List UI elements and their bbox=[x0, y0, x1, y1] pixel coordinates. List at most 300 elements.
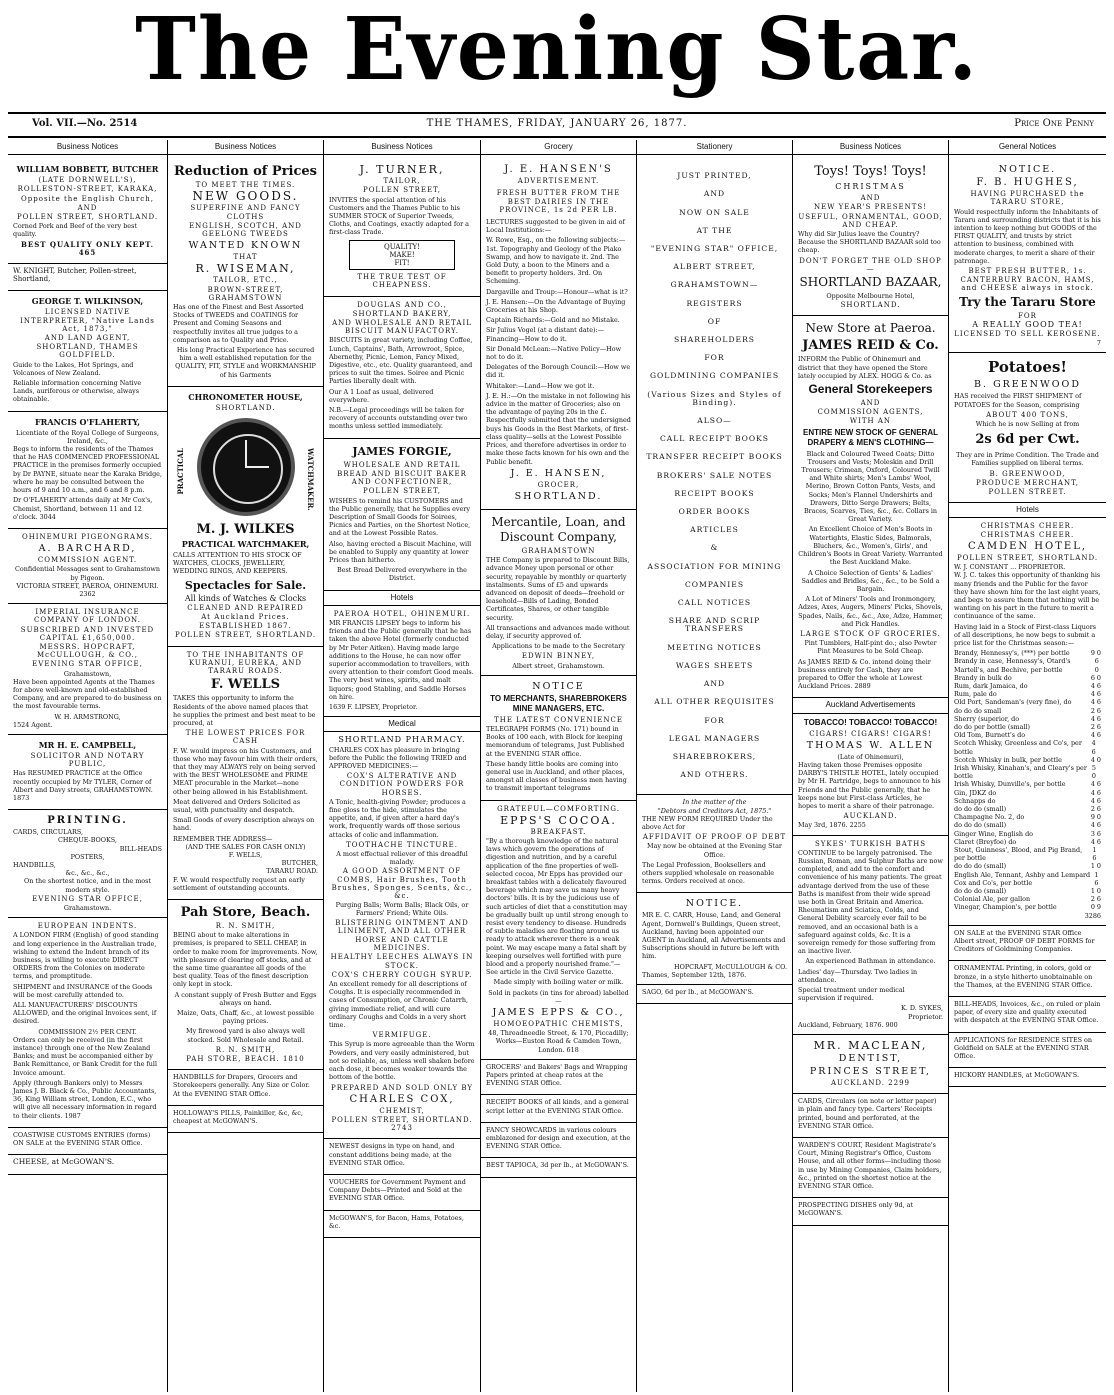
ad-imperial bbox=[8, 604, 167, 735]
section-heading: Hotels bbox=[949, 503, 1106, 518]
ad-text: EDWIN BINNEY, bbox=[521, 652, 596, 661]
masthead-title: The Evening Star. bbox=[135, 0, 979, 100]
ad-text: THE TRUE TEST OF CHEAPNESS. bbox=[357, 273, 447, 290]
ad-text: SHORTLAND. bbox=[215, 403, 276, 412]
stationery-item: CALL NOTICES bbox=[677, 598, 752, 608]
ad-text: Begs to inform the residents of the Thames that he HAS COMMENCED PROFESSIONAL PRACTICE in the premises formerly occupied by Dr PAYNE, situate near the Karaka Bridge, where he may be consulted between the hours of 9 and 10 a.m., and 6 and 8 p.m. bbox=[13, 445, 162, 495]
ad-text: COMMISSION 2½ PER CENT. bbox=[38, 1027, 137, 1036]
ad-text: AND LAND AGENT, bbox=[44, 334, 131, 343]
price-item: English Ale, Tennant, Ashby and Lempard Cox and Co's, per bottle bbox=[954, 870, 1091, 887]
ad-paeroa-hotel bbox=[324, 591, 480, 718]
ad-text: Our A 1 Loaf as usual, delivered everywhere. bbox=[329, 387, 434, 404]
price-item: Gin, JDKZ do bbox=[954, 788, 997, 797]
ad-text: MR FRANCIS LIPSEY begs to inform his friends and the Public generally that he has taken the above Hotel (formerly conducted by Mr Peter Aitken). Having made large additions to the House, he can now offer superior accommodation to travellers, with every attention to their comfort Good meals. The very best wines, spirits, and malt liquors; good Stabling, and Saddle Horses on hire. bbox=[329, 618, 474, 701]
ad-text: WARDEN'S COURT, Resident Magistrate's Court, Mining Registrar's Office, Custom House, and all other forms—including those in use by Mining Companies, Claim holders, &c., printed on the shortest notice at the EVENING STAR Office. bbox=[798, 1141, 942, 1191]
ad-text: TO MEET THE TIMES. bbox=[195, 181, 296, 190]
ad-text: BILL-HEADS bbox=[119, 844, 162, 853]
price-item: do do do small bbox=[954, 706, 1002, 715]
ad-heading: Toys! Toys! Toys! bbox=[814, 164, 927, 180]
ad-text: Thames, September 12th, 1876. bbox=[642, 970, 747, 979]
ad-heading: ENTIRE NEW STOCK OF GENERAL DRAPERY & MEN'S CLOTHING— bbox=[803, 427, 938, 447]
ad-text: Guide to the Lakes, Hot Springs, and Volcanoes of New Zealand. bbox=[13, 360, 134, 377]
price-value: 4 6 bbox=[1090, 837, 1101, 846]
ad-text: SUBSCRIBED AND INVESTED CAPITAL £1,650,000. bbox=[20, 625, 155, 642]
ad-text: N.B.—Legal proceedings will be taken for recovery of accounts outstanding over two months unless settled immediately. bbox=[329, 406, 468, 431]
rule-under-dateline bbox=[8, 136, 1106, 138]
price-value: 4 6 bbox=[1090, 731, 1101, 740]
ad-heading: R. WISEMAN, bbox=[195, 262, 296, 276]
ad-text: BISCUITS in great variety, including Coffee, Lunch, Captains', Bath, Arrowroot, Spice, Abernethy, Picnic, Lemon, Fancy Mixed, Digestive, etc., etc. Quality guaranteed, and prices to suit the times. Soiree and Picnic Parties liberally dealt with. bbox=[329, 336, 473, 386]
column-7 bbox=[949, 140, 1106, 1392]
ad-text: QUALITY! bbox=[384, 242, 420, 251]
price-row bbox=[954, 764, 1101, 780]
ad-text: TELEGRAPH FORMS (No. 171) bound in Books of 100 each, with Block for keeping memorandum of telegrams, Just Published at the EVENING STAR office. bbox=[486, 724, 625, 758]
ad-text: BILL-HEADS, Invoices, &c., on ruled or plain paper, of every size and quality executed with despatch at the EVENING STAR Office. bbox=[954, 1000, 1101, 1025]
ad-text: An Excellent Choice of Men's Boots in Watertights, Elastic Sides, Balmorals, Bluchers, &c., Women's, Girls', and Children's Boots in Great Variety. Warranted the Best Auckland Make. bbox=[798, 525, 943, 567]
ad-text: A Lot of Miners' Tools and Ironmongery, Adzes, Axes, Augers, Miners' Picks, Shovels, Spades, Nails, &c., &c., Axe, Adze, Hammer, and Pick Handles. bbox=[798, 595, 943, 628]
ad-text: All transactions and advances made without delay, if security approved of. bbox=[486, 623, 630, 640]
ad-text: F. WELLS, bbox=[228, 850, 263, 859]
ad-text: Sir Donald McLean:—Native Policy—How not to do it. bbox=[486, 344, 622, 362]
ad-text: (Late of Ohinemuri), bbox=[837, 752, 904, 761]
ad-wilkinson bbox=[8, 291, 167, 411]
ad-billheads bbox=[949, 997, 1106, 1033]
section-heading: Business Notices bbox=[324, 140, 480, 155]
ad-text: 1524 Agent. bbox=[13, 720, 53, 729]
ad-text: HICKORY HANDLES, at McGOWAN'S. bbox=[954, 1071, 1079, 1080]
stationery-item: REGISTERS bbox=[686, 298, 743, 308]
price-item: Rum, pale do bbox=[954, 690, 997, 699]
ad-douglas bbox=[324, 297, 480, 439]
ad-text: HANDBILLS for Drapers, Grocers and Storekeepers generally. Any Size or Color. At the EVENING STAR Office. bbox=[173, 1073, 310, 1098]
price-value: 4 6 bbox=[1091, 739, 1096, 756]
price-row bbox=[954, 707, 1101, 715]
ad-text: Opposite the English Church, bbox=[21, 194, 154, 203]
ad-heading: JAMES EPPS & CO., bbox=[492, 1007, 625, 1019]
stationery-item: ARTICLES bbox=[690, 525, 739, 535]
section-heading: Auckland Advertisements bbox=[793, 698, 948, 713]
ad-text: Dr O'FLAHERTY attends daily at Mr Cox's, Chemist, Shortland, between 11 and 12 o'clock. 3044 bbox=[13, 496, 153, 521]
ad-text: APPLICATIONS for RESIDENCE SITES on Goldfield on SALE at the EVENING STAR Office. bbox=[954, 1035, 1093, 1061]
ad-text: J. E. H.:—On the mistake in not following his advice in the matter of Groceries; also on the advantage of paying 20s in the £. Respectfully submitted that the undersigned buys his Goods in the Best Markets, of first-class quality—sells at the Lowest Possible Prices, and therefore advertises in order to make these facts known for his own and the Public benefit. bbox=[486, 391, 631, 466]
price-row bbox=[954, 715, 1101, 723]
ad-knight bbox=[8, 264, 167, 291]
ad-text: (LATE DORNWELL'S), bbox=[38, 176, 137, 185]
ad-heading: EUROPEAN INDENTS. bbox=[37, 922, 138, 931]
ad-heading: J. E. HANSEN'S bbox=[504, 164, 613, 176]
ad-stationery bbox=[637, 159, 792, 795]
price-row bbox=[954, 862, 1101, 870]
ad-text: BEST QUALITY ONLY KEPT. 465 bbox=[20, 239, 155, 257]
stationery-item: COMPANIES bbox=[684, 579, 745, 589]
ad-text: These handy little books are coming into general use in Auckland, and other places, amongst all classes of business men having to transmit important telegrams bbox=[486, 759, 627, 793]
ad-heading: GEORGE T. WILKINSON, bbox=[31, 296, 144, 307]
ad-text: W. H. ARMSTRONG, bbox=[54, 712, 121, 721]
section-heading: General Notices bbox=[949, 140, 1106, 155]
ad-heading: AFFIDAVIT OF PROOF OF DEBT bbox=[642, 833, 787, 842]
ad-text: Auckland, February, 1876. 900 bbox=[798, 1020, 898, 1029]
ad-text: J. E. Hansen:—On the Advantage of Buying Groceries at his Shop. bbox=[486, 297, 626, 315]
ad-text: THE LATEST CONVENIENCE bbox=[494, 715, 623, 724]
ad-cheese bbox=[8, 1155, 167, 1174]
ad-text: As JAMES REID & Co. intend doing their business entirely for Cash, they are prepared to Offer the whole at Lowest Auckland Prices. 2889 bbox=[798, 657, 931, 691]
price-value: 4 6 bbox=[1090, 788, 1101, 797]
price-item: do do do (small) bbox=[954, 821, 1007, 830]
ad-text: WITH AN bbox=[849, 417, 892, 426]
stationery-item: OF bbox=[707, 316, 722, 326]
price-row bbox=[954, 789, 1101, 797]
ad-text: Having laid in a Stock of First-class Liquors of all descriptions, he now begs to submit a price list for the Christmas season:— bbox=[954, 622, 1097, 647]
ad-text: REMEMBER THE ADDRESS— bbox=[173, 834, 273, 843]
ad-wilkes bbox=[168, 387, 323, 647]
ad-text: HAS received the FIRST SHIPMENT of POTATOES for the Season, comprising bbox=[954, 392, 1082, 409]
stationery-item: FOR bbox=[704, 715, 725, 725]
price-item: Old Tom, Burnett's do bbox=[954, 731, 1026, 740]
price-value: 0 9 bbox=[1090, 903, 1101, 912]
ad-proof-forms bbox=[949, 926, 1106, 962]
ad-text: May 3rd, 1876. 2255 bbox=[798, 821, 866, 830]
ad-text: SHIPMENT and INSURANCE of the Goods will be most carefully attended to. bbox=[13, 982, 153, 999]
ad-heading: A. BARCHARD, bbox=[38, 543, 137, 555]
price-row bbox=[954, 830, 1101, 838]
ad-maclean bbox=[793, 1035, 948, 1094]
ad-heading: M. J. WILKES bbox=[196, 522, 295, 538]
ad-text: Corned Pork and Beef of the very best quality. bbox=[13, 222, 137, 239]
ad-sykes-baths bbox=[793, 836, 948, 1035]
ad-text: TOOTHACHE TINCTURE. bbox=[346, 840, 458, 849]
ad-text: Has RESUMED PRACTICE at the Office recently occupied by Mr TYLER, Corner of Albert and Davy streets, GRAHAMSTOWN. 1873 bbox=[13, 769, 153, 802]
ad-text: CHARLES COX has pleasure in bringing before the Public the following TRIED and APPROVED MEDICINES:— bbox=[329, 745, 467, 770]
price-row bbox=[954, 674, 1101, 682]
ad-debtors bbox=[637, 795, 792, 893]
ad-text: Proprietor. bbox=[908, 1012, 943, 1021]
ad-text: TARARU ROAD. bbox=[266, 867, 318, 876]
ad-text: POLLEN STREET, SHORTLAND. bbox=[16, 213, 159, 222]
ad-text: ESTABLISHED 1867. bbox=[199, 622, 292, 631]
ad-text: VERMIFUGE. bbox=[372, 1031, 432, 1040]
stationery-item: ALL OTHER REQUISITES bbox=[654, 697, 775, 707]
ad-text: OHINEMURI PIGEONGRAMS. bbox=[21, 532, 154, 541]
ad-text: Applications to be made to the Secretary bbox=[492, 642, 625, 651]
ad-text: VOUCHERS for Government Payment and Company Debts—Printed and Sold at the EVENING STAR Office. bbox=[329, 1177, 466, 1203]
clock-illustration bbox=[173, 418, 318, 516]
ad-text: A constant supply of Fresh Butter and Eggs always on hand. bbox=[174, 990, 317, 1007]
ad-tapioca bbox=[481, 1158, 636, 1177]
price-value: 1 6 bbox=[1094, 870, 1099, 887]
price-item: Sherry (superior, do bbox=[954, 714, 1020, 723]
ad-text: HOLLOWAY'S PILLS, Painkiller, &c, &c, cheapest at McGOWAN'S. bbox=[173, 1108, 303, 1126]
ad-text: MR E. C. CARR, House, Land, and General Agent, Dornwell's Buildings, Queen street, Auckland, having been appointed our AGENT in Auckland, all Advertisements and Subscriptions should in future be left with him. bbox=[642, 911, 786, 961]
ad-text: This Syrup is more agreeable than the Worm Powders, and very easily administered, but not so reliable, as, unless well shaken before each dose, it becomes weaker towards the bottom of the bottle. bbox=[329, 1040, 475, 1082]
ad-text: NEWEST designs in type on hand, and constant additions being made, at the EVENING STAR Office. bbox=[329, 1142, 455, 1167]
stationery-item: AND OTHERS. bbox=[680, 770, 749, 780]
stationery-item: SHAREHOLDERS bbox=[673, 335, 755, 345]
ad-grocers bbox=[481, 1060, 636, 1096]
price-item: Brandy in bulk do bbox=[954, 673, 1012, 682]
ad-text: ADVERTISEMENT. bbox=[517, 177, 600, 186]
dateline bbox=[8, 116, 1106, 132]
ad-sago bbox=[637, 985, 792, 1004]
price-value: 4 0 bbox=[1090, 755, 1101, 764]
price-value: 9 0 bbox=[1090, 649, 1101, 658]
ad-carr bbox=[637, 893, 792, 985]
ad-heading: WILLIAM BOBBETT, BUTCHER bbox=[16, 164, 159, 175]
ad-text: HAVING PURCHASED the TARARU STORE, bbox=[970, 190, 1085, 207]
volume-number: Vol. VII.—No. 2514 bbox=[32, 118, 138, 129]
price-value: 2 6 bbox=[1090, 706, 1101, 715]
stationery-item: SHARE AND SCRIP TRANSFERS bbox=[668, 616, 761, 634]
section-heading: Business Notices bbox=[168, 140, 323, 155]
stationery-item: GRAHAMSTOWN— bbox=[670, 280, 759, 290]
ad-text: All kinds of Watches & Clocks bbox=[184, 593, 307, 603]
price-value: 2 6 bbox=[1090, 804, 1101, 813]
ad-heading: Spectacles for Sale. bbox=[184, 578, 307, 592]
ad-campbell bbox=[8, 735, 167, 810]
ad-printing bbox=[8, 810, 167, 918]
stationery-item: LEGAL MANAGERS bbox=[668, 733, 761, 743]
ad-holloway bbox=[168, 1106, 323, 1133]
ad-text: An excellent remedy for all descriptions of Coughs. It is especially recommended in cases of Consumption, or Chronic Catarrh, giving immediate relief, and will cure ordinary Coughs and Colds in a very short time. bbox=[329, 980, 468, 1030]
ad-text: CARDS, CIRCULARS, bbox=[13, 828, 84, 837]
ad-text: On the shortest notice, and in the most modern style. bbox=[24, 877, 151, 894]
ad-mercantile bbox=[481, 510, 636, 676]
ad-text: CALLS ATTENTION TO HIS STOCK OF WATCHES, CLOCKS, JEWELLERY, WEDDING RINGS, AND KEEPERS. bbox=[173, 551, 302, 576]
stationery-item: & bbox=[710, 543, 719, 553]
ad-text: PRINCES STREET, bbox=[809, 1066, 932, 1078]
ad-text: They are in Prime Condition. The Trade and Families supplied on liberal terms. bbox=[956, 451, 1099, 468]
ad-heading: NOTICE bbox=[532, 680, 585, 692]
ad-text: CONTINUE to be largely patronised. The Russian, Roman, and Sulphur Baths are now completed, and add to the comfort and convenience of his many patients. The great advantage derived from the use of these Baths is manifest from their wide spread use both in Great Britain and America. Rheumatism and Sciatica, Colds, and General Debility scarcely ever fail to be removed, and an occasional bath is a safeguard against colds, &c. It is a sovereign remedy for those suffering from an inactive liver. bbox=[798, 848, 943, 956]
price-value: 1 6 bbox=[1092, 846, 1097, 863]
stationery-item: AND bbox=[703, 679, 726, 689]
price-value: 3286 bbox=[1084, 911, 1101, 920]
ad-text: FRESH BUTTER FROM THE BEST DAIRIES IN THE PROVINCE, 1s 2d PER LB. bbox=[496, 189, 621, 214]
ad-text: SUPERFINE AND FANCY CLOTHS bbox=[190, 204, 301, 221]
ad-text: AND bbox=[77, 203, 98, 212]
ad-text: Pint Tumblers, Half-pint do.; also Pewter Pint Measures to be Sold Cheap. bbox=[804, 639, 937, 656]
price-item: Ginger Wine, English do bbox=[954, 829, 1034, 838]
ad-text: B. GREENWOOD, bbox=[989, 469, 1066, 478]
price-item: Claret (Breyfoe) do bbox=[954, 837, 1017, 846]
ad-residence bbox=[949, 1033, 1106, 1069]
ad-cards bbox=[793, 1094, 948, 1138]
ad-text: "By a thorough knowledge of the natural laws which govern the operations of digestion and nutrition, and by a careful application of the fine properties of well-selected cocoa, Mr Epps has provided our breakfast tables with a delicately flavoured beverage which may save us many heavy doctors' bills. It is by the judicious use of such articles of diet that a constitution may be gradually built up until strong enough to resist every tendency to disease. Hundreds of subtle maladies are floating around us ready to attack wherever there is a weak point. We may escape many a fatal shaft by keeping ourselves well fortified with pure blood and a properly nourished frame."—See article in the Civil Service Gazette. bbox=[486, 836, 629, 977]
stationery-item: ASSOCIATION FOR MINING bbox=[647, 561, 782, 571]
price-value: 4 6 bbox=[1090, 714, 1101, 723]
ad-text: THAT bbox=[233, 253, 258, 262]
ad-camden-hotel bbox=[949, 503, 1106, 926]
ad-hickory bbox=[949, 1068, 1106, 1087]
ad-text: WISHES to remind his CUSTOMERS and the Public generally, that he Supplies every Description of Small Goods for Soirees, Picnics and Parties, on the Shortest Notice, and at the Lowest Possible Rates. bbox=[329, 496, 471, 538]
ad-pharmacy bbox=[324, 717, 480, 1139]
price-item: Brandy, Hennessy's, (***) per bottle bbox=[954, 649, 1070, 658]
price-item: Stout, Guinness', Blood, and Pig Brand, per bottle bbox=[954, 846, 1083, 863]
ad-text: A Choice Selection of Gents' & Ladies' Saddles and Bridles, &c., &c., to be Sold a Bargain. bbox=[801, 568, 940, 593]
ad-text: ALL MANUFACTURERS' DISCOUNTS ALLOWED, and the original Invoices sent, if desired. bbox=[13, 1001, 157, 1026]
ad-text: Licentiate of the Royal College of Surgeons, Ireland, &c., bbox=[16, 428, 159, 445]
ad-text: RECEIPT BOOKS of all kinds, and a general script letter at the EVENING STAR Office. bbox=[486, 1098, 629, 1115]
column-6 bbox=[793, 140, 948, 1392]
ad-text: POLLEN STREET, SHORTLAND. bbox=[174, 631, 317, 640]
ad-text: Reliable information concerning Native Lands, auriferous or otherwise, always obtainable. bbox=[13, 379, 142, 404]
ad-text: VICTORIA STREET, PAEROA, OHINEMURI. 2362 bbox=[16, 581, 159, 598]
ad-heading: FRANCIS O'FLAHERTY, bbox=[34, 416, 141, 427]
ad-prospecting bbox=[793, 1198, 948, 1225]
ad-heading: PRINTING. bbox=[47, 815, 128, 827]
ad-hansen bbox=[481, 159, 636, 510]
ad-text: BREAD AND BISCUIT BAKER AND CONFECTIONER, bbox=[337, 469, 467, 487]
price-value: 2 6 bbox=[1090, 722, 1101, 731]
price-row bbox=[954, 682, 1101, 690]
ad-text: COX'S ALTERATIVE AND CONDITION POWDERS FOR HORSES. bbox=[339, 772, 465, 797]
ad-text: F. W. would impress on his Customers, and those who may favour him with their orders, that they may ALWAYS rely on being served with the BEST WHOLESOME and PRIME MEAT procurable in the Market—none other being allowed in his Establishment. bbox=[173, 746, 318, 796]
price-value: 4 6 bbox=[1090, 796, 1101, 805]
ad-forgie bbox=[324, 439, 480, 591]
stationery-item: ALBERT STREET, bbox=[673, 262, 756, 272]
price-value: 4 6 bbox=[1090, 681, 1101, 690]
ad-newest bbox=[324, 1139, 480, 1175]
ad-text: Special treatment under medical supervision if required. bbox=[798, 986, 905, 1003]
ad-heading: NOTICE. bbox=[685, 898, 744, 910]
ad-text: COMMISSION AGENTS, bbox=[817, 408, 924, 417]
stationery-item: BROKERS' SALE NOTES bbox=[656, 470, 773, 480]
price-value: 4 6 bbox=[1090, 698, 1101, 707]
ad-heading: TO MERCHANTS, SHAREBROKERS MINE MANAGERS, ETC. bbox=[490, 693, 627, 713]
ad-text: K. D. SYKES, bbox=[900, 1004, 943, 1013]
column-5 bbox=[637, 140, 792, 1392]
ad-text: A Tonic, health-giving Powder; produces a fine gloss to the hide, stimulates the appetite, and, if given after a hard day's work, frequently wards off those serious attacks of colic and inflammation. bbox=[329, 797, 466, 839]
ad-text: FOR bbox=[1018, 311, 1037, 320]
ad-heading: WANTED KNOWN bbox=[188, 240, 303, 252]
ad-heading: SHORTLAND PHARMACY. bbox=[338, 735, 466, 745]
price-row bbox=[954, 698, 1101, 706]
ad-text: Having taken those Premises opposite DARBY'S THISTLE HOTEL, lately occupied by Mr H. Partridge, begs to announce to his Friends and the Public generally, that he keeps none but First-class Articles, he hopes to merit a share of their patronage. bbox=[798, 760, 941, 810]
ad-james-reid bbox=[793, 316, 948, 698]
ad-heading: TOBACCO! TOBACCO! TOBACCO! bbox=[803, 717, 938, 727]
price-value: 1 0 bbox=[1090, 862, 1101, 871]
ad-text: Captain Richards:—Gold and no Mistake. bbox=[486, 316, 620, 325]
ad-heading: NEW GOODS. bbox=[192, 189, 299, 204]
ad-heading: 2s 6d per Cwt. bbox=[975, 432, 1080, 448]
ad-text: CHRISTMAS bbox=[835, 182, 906, 192]
quality-box bbox=[349, 240, 455, 271]
stationery-item: RECEIPT BOOKS bbox=[674, 488, 755, 498]
ad-heading: SYKES' TURKISH BATHS bbox=[814, 839, 927, 848]
ad-text: TAILOR, bbox=[383, 177, 421, 186]
stationery-item: AT THE bbox=[696, 225, 733, 235]
ad-text: MESSRS. HOPCRAFT, McCULLOUGH, & CO., bbox=[36, 642, 138, 660]
ad-text: INVITES the special attention of his Customers and the Thames Public to his SUMMER STOCK of Superior Tweeds, Cloths, and Coatings, exactly adapted for a first-class Trade. bbox=[329, 195, 469, 237]
ad-text: SHORTLAND, THAMES GOLDFIELD. bbox=[36, 343, 139, 360]
ad-text: DON'T FORGET THE OLD SHOP— bbox=[799, 256, 942, 273]
price-item: Scotch Whisky, Greenless and Co's, per bottle bbox=[954, 739, 1082, 756]
ad-text: CHRISTMAS CHEER. CHRISTMAS CHEER. bbox=[980, 522, 1075, 539]
section-heading: Business Notices bbox=[793, 140, 948, 155]
price-item: do do do (small) bbox=[954, 804, 1007, 813]
stationery-item: ORDER BOOKS bbox=[678, 507, 751, 517]
ad-text: CHEQUE-BOOKS, bbox=[58, 836, 117, 845]
ad-turner bbox=[324, 159, 480, 296]
ad-text: DENTIST, bbox=[838, 1053, 903, 1065]
ad-text: Orders can only be received (in the first instance) through one of the New Zealand Banks; and must be accompanied either by Bank Remittance, or Bank Credit for the full Invoice amount. bbox=[13, 1035, 157, 1077]
ad-text: TAKES this opportunity to inform the Residents of the above named places that he supplies the primest and best meat to be procured, at bbox=[173, 694, 316, 727]
price-item: Colonial Ale, per gallon bbox=[954, 895, 1031, 904]
ad-heading: J. E. HANSEN, bbox=[510, 467, 607, 479]
ad-epps-cocoa bbox=[481, 801, 636, 1060]
ad-handbills bbox=[168, 1070, 323, 1106]
ad-text: COX'S CHERRY COUGH SYRUP. bbox=[331, 970, 473, 979]
ad-hughes bbox=[949, 159, 1106, 353]
price-item: do do do (small) bbox=[954, 887, 1007, 896]
ad-text: Opposite Melbourne Hotel, bbox=[826, 292, 915, 301]
ad-text: WATCHMAKER. bbox=[306, 448, 315, 511]
ad-text: Which he is now Selling at from bbox=[975, 420, 1080, 429]
ad-text: POLLEN STREET, SHORTLAND. 2743 bbox=[331, 1115, 473, 1133]
ad-archard bbox=[8, 529, 167, 604]
ad-text: AND bbox=[860, 194, 881, 203]
ad-text: BUTCHER, bbox=[281, 859, 318, 868]
ad-text: COMMISSION AGENT. bbox=[37, 556, 138, 565]
ad-text: (AND THE SALES FOR CASH ONLY) bbox=[185, 842, 306, 851]
price-row bbox=[954, 649, 1101, 657]
ad-text: McGOWAN'S, for Bacon, Hams, Potatoes, &c. bbox=[329, 1213, 464, 1230]
ad-heading: THOMAS W. ALLEN bbox=[806, 739, 935, 751]
ad-text: LICENSED NATIVE INTERPRETER, "Native Lands Act, 1873," bbox=[20, 308, 155, 333]
ad-heading: SHORTLAND BAZAAR, bbox=[799, 275, 942, 290]
ad-text: WHOLESALE AND RETAIL bbox=[343, 460, 461, 469]
ad-heading: Mercantile, Loan, and Discount Company, bbox=[491, 514, 626, 544]
ad-text: Black and Coloured Tweed Coats; Ditto Trousers and Vests; Moleskin and Drill Trousers; Crimean, Oxford, Coloured Twill and White shirts; Men's Lambs' Wool, Merino, Brown Cotton Pants, Vests, and Socks; Men's Flannel Undershirts and Drawers, Ditto Serge Drawers; Belts, Braces, Scarves, Ties, &c., &c. Collars in Great Variety. bbox=[801, 449, 940, 524]
price-value: 4 6 bbox=[1090, 690, 1101, 699]
ad-text: The Legal Profession, Booksellers and others supplied wholesale on reasonable terms. Orders received at once. bbox=[642, 860, 775, 886]
ad-text: HEALTHY LEECHES ALWAYS IN STOCK. bbox=[330, 953, 474, 970]
stationery-item: AND bbox=[703, 189, 726, 199]
stationery-item: MEETING NOTICES bbox=[667, 642, 762, 652]
ad-heading: MR H. E. CAMPBELL, bbox=[38, 739, 137, 750]
ad-text: Made simply with boiling water or milk. bbox=[493, 978, 624, 987]
ad-text: An experienced Bathman in attendance. bbox=[805, 957, 936, 966]
stationery-item: ALSO— bbox=[697, 416, 732, 426]
ad-heading: Pah Store, Beach. bbox=[180, 904, 311, 920]
ad-text: Delegates of the Borough Council:—How we did it. bbox=[486, 363, 631, 380]
ad-text: Whitaker:—Land—How we got it. bbox=[486, 381, 595, 390]
ad-telegraph-notice bbox=[481, 676, 636, 801]
ad-text: EVENING STAR OFFICE, bbox=[32, 660, 143, 669]
ad-text: POLLEN STREET. bbox=[988, 488, 1067, 497]
ad-text: ABOUT 400 TONS, bbox=[986, 410, 1069, 419]
ad-text: BEST TAPIOCA, 3d per lb., at McGOWAN'S. bbox=[486, 1161, 629, 1170]
ad-text: BROWN-STREET, GRAHAMSTOWN bbox=[207, 285, 284, 302]
stationery-item: (Various Sizes and Styles of Binding). bbox=[647, 389, 782, 407]
ad-text: A LONDON FIRM (English) of good standing and long experience in the Australian trade, wishing to extend the Indent branch of its business, is willing to execute DIRECT ORDERS from the Colonies on moderate terms, and promptitude. bbox=[13, 931, 159, 981]
price-row bbox=[954, 846, 1101, 862]
ad-text: LECTURES suggested to be given in aid of Local Institutions:— bbox=[486, 218, 625, 235]
ad-text: CHEMIST, bbox=[379, 1106, 425, 1115]
ad-text: ON SALE at the EVENING STAR Office Albert street, PROOF OF DEBT FORMS for Creditors of Goldmining Companies. bbox=[954, 928, 1095, 954]
ad-text: PROSPECTING DISHES only 9d, at McGOWAN'S. bbox=[798, 1201, 914, 1218]
ad-heading: Try the Tararu Store bbox=[959, 294, 1096, 309]
ad-text: Sir Julius Vogel (at a distant date):—Financing—How to do it. bbox=[486, 326, 605, 343]
price-row bbox=[954, 723, 1101, 731]
rule-top bbox=[8, 112, 1106, 114]
price-value: 4 6 bbox=[1090, 780, 1101, 789]
clock-icon bbox=[197, 418, 295, 516]
ad-text: Best Bread Delivered everywhere in the District. bbox=[337, 566, 467, 583]
stationery-item: CALL RECEIPT BOOKS bbox=[659, 434, 770, 444]
stationery-item: SHAREBROKERS, bbox=[672, 751, 757, 761]
ad-text: W. Rowe, Esq., on the following subjects:—1st. Topography and Geology of the Piako Swamp, and how to navigate it. 2nd. The Gold Duty, a boon to the Miners and a benefit to property holders. 3rd. On Scheming. bbox=[486, 236, 626, 286]
ad-oflaherty bbox=[8, 412, 167, 529]
